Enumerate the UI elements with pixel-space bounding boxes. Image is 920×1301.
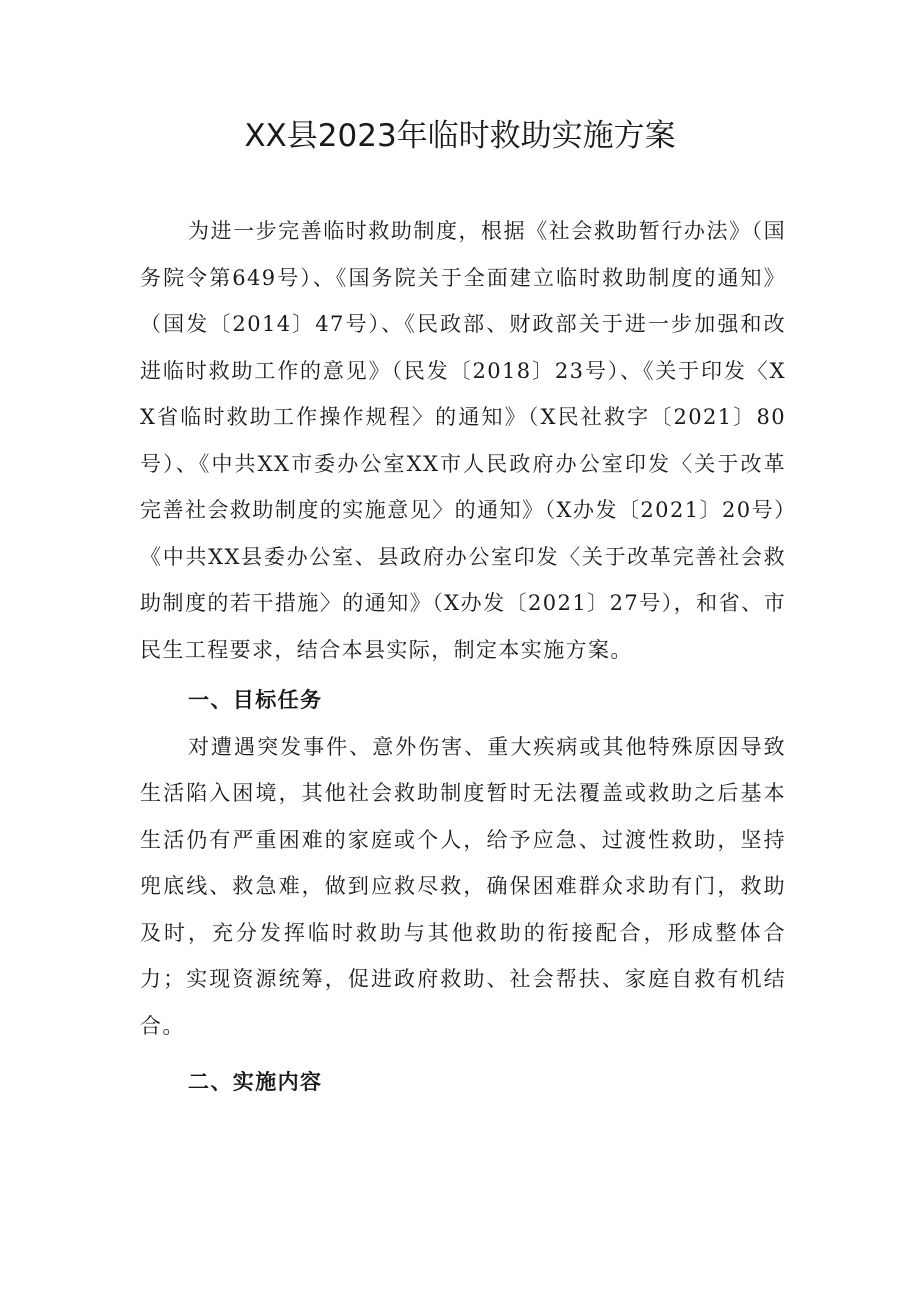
- document-title: XX县2023年临时救助实施方案: [244, 118, 676, 154]
- section-heading-goals: 一、目标任务: [188, 687, 323, 712]
- intro-paragraph: 为进一步完善临时救助制度，根据《社会救助暂行办法》（国务院令第649号）、《国务院关于全面建立临时救助制度的通知》（国发〔2014〕47号）、《民政部、财政部关于进一步加强和改进临时救助工作的意见》（民发〔2018〕23号）、《关于印发〈XX省临时救助工作操作规程〉的通知》（X民社救字〔2021〕80号）、《中共XX市委办公室XX市人民政府办公室印发〈关于改革完善社会救助制度的实施意见〉的通知》（X办发〔2021〕20号）《中共XX县委办公室、县政府办公室印发〈关于改革完善社会救助制度的若干措施〉的通知》（X办发〔2021〕27号），和省、市民生工程要求，结合本县实际，制定本实施方案。: [140, 219, 786, 662]
- document-body: [140, 208, 786, 1106]
- section-body-goals: 对遭遇突发事件、意外伤害、重大疾病或其他特殊原因导致生活陷入困境，其他社会救助制度暂时无法覆盖或救助之后基本生活仍有严重困难的家庭或个人，给予应急、过渡性救助，坚持兜底线、救急难，做到应救尽救，确保困难群众求助有门，救助及时，充分发挥临时救助与其他救助的衔接配合，形成整体合力；实现资源统筹，促进政府救助、社会帮扶、家庭自救有机结合。: [140, 734, 786, 1038]
- section-heading-content: 二、实施内容: [188, 1069, 323, 1094]
